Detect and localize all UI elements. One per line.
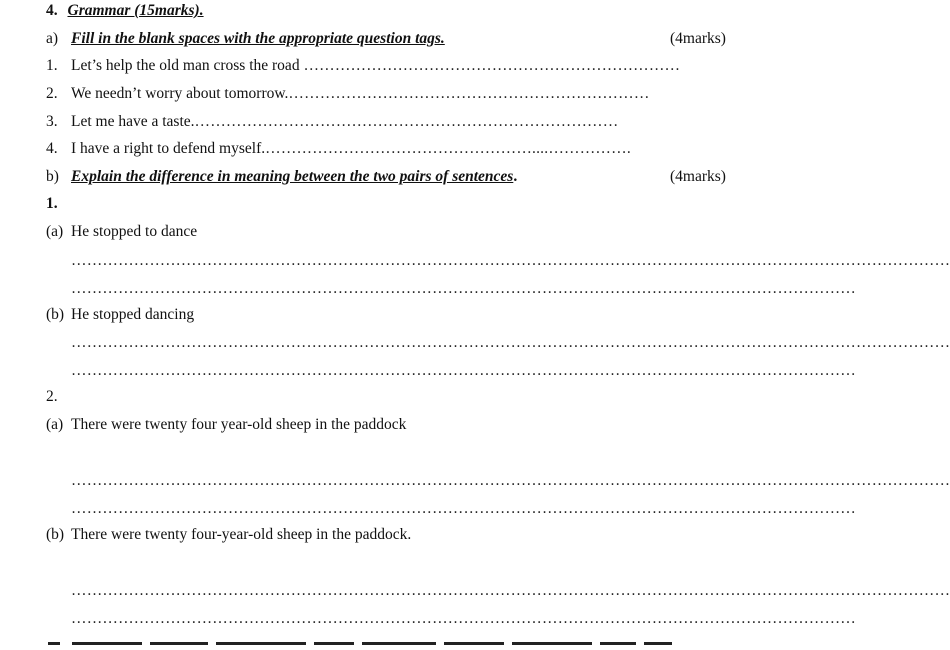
part-b-instruction xyxy=(71,168,517,186)
answer-line[interactable]: …………………………………………………………………………………………………………………………………………………… xyxy=(71,582,950,599)
answer-blank[interactable]: ……………………………………………………………………… xyxy=(194,113,619,130)
sentence-label: (b) xyxy=(46,526,65,543)
question-sentence: I have a right to defend myself. xyxy=(71,140,266,157)
part-b-label: b) xyxy=(46,168,59,185)
question-number: 1. xyxy=(46,57,58,74)
answer-blank[interactable]: …………………………………………………………… xyxy=(288,85,650,102)
answer-line[interactable]: …………………………………………………………………………………………………………………………………… xyxy=(71,280,856,297)
sentence-text: There were twenty four-year-old sheep in the paddock. xyxy=(71,526,412,543)
section-title: Grammar (15marks). xyxy=(67,2,204,19)
section-number: 4. xyxy=(46,2,58,19)
sentence-label: (b) xyxy=(46,306,65,323)
sentence-text: He stopped dancing xyxy=(71,306,195,323)
part-a-label: a) xyxy=(46,30,59,47)
answer-line[interactable]: …………………………………………………………………………………………………………………………………… xyxy=(71,610,856,627)
question-text xyxy=(71,140,631,158)
part-b-marks: (4marks) xyxy=(670,168,726,185)
part-b-instruction-period: . xyxy=(513,168,518,185)
question-text xyxy=(71,113,618,131)
part-a-marks: (4marks) xyxy=(670,30,726,47)
answer-blank[interactable]: ……………………………………………....……………. xyxy=(265,140,631,157)
question-number: 3. xyxy=(46,113,58,130)
answer-line[interactable]: …………………………………………………………………………………………………………………………………………………… xyxy=(71,334,950,351)
question-text xyxy=(71,57,680,75)
sentence-label: (a) xyxy=(46,416,64,433)
sentence-text: He stopped to dance xyxy=(71,223,198,240)
question-number: 2. xyxy=(46,85,58,102)
cropped-next-line xyxy=(46,632,746,641)
section-heading xyxy=(46,2,204,20)
question-text xyxy=(71,85,650,103)
answer-line[interactable]: …………………………………………………………………………………………………………………………………… xyxy=(71,362,856,379)
sentence-text: There were twenty four year-old sheep in the paddock xyxy=(71,416,407,433)
question-sentence: Let’s help the old man cross the road xyxy=(71,57,300,74)
answer-line[interactable]: …………………………………………………………………………………………………………………………………………………… xyxy=(71,472,950,489)
question-number: 4. xyxy=(46,140,58,157)
pair-number: 2. xyxy=(46,388,58,405)
question-sentence: Let me have a taste. xyxy=(71,113,195,130)
answer-line[interactable]: …………………………………………………………………………………………………………………………………… xyxy=(71,500,856,517)
part-b-instruction-text: Explain the difference in meaning between the two pairs of sentences xyxy=(71,168,514,185)
question-sentence: We needn’t worry about tomorrow. xyxy=(71,85,289,102)
part-a-instruction: Fill in the blank spaces with the appropriate question tags. xyxy=(71,30,445,47)
answer-blank[interactable]: ……………………………………………………………… xyxy=(303,57,681,74)
cropped-text-fragment xyxy=(46,636,746,645)
answer-line[interactable]: …………………………………………………………………………………………………………………………………………………… xyxy=(71,252,950,269)
sentence-label: (a) xyxy=(46,223,64,240)
pair-number: 1. xyxy=(46,195,58,212)
